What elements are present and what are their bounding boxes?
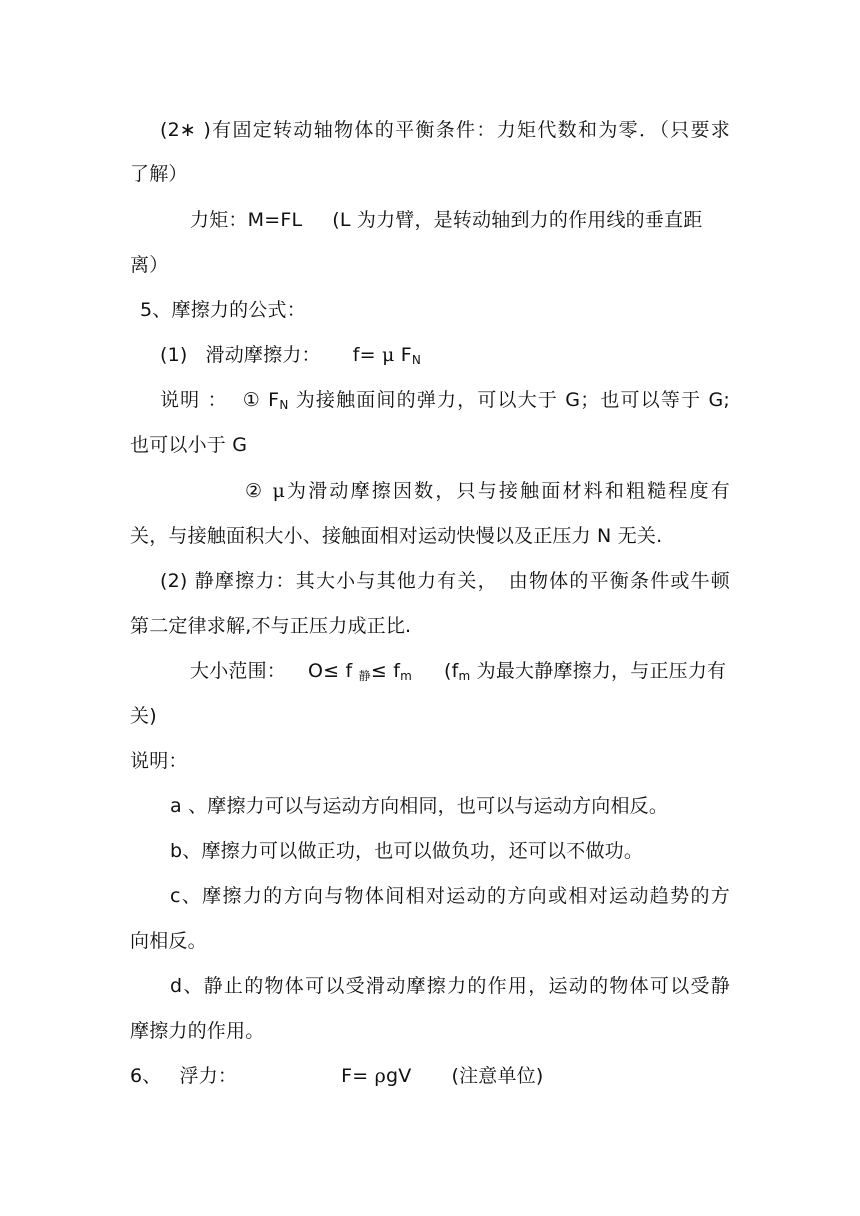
text-range-label: 大小范围： [190,660,287,682]
text-formula-fn: F [394,344,412,366]
list-item-c [170,883,730,909]
text-subscript-n: N [411,353,422,367]
text-subscript-m: m [458,669,471,683]
text-note-d-continued: 摩擦力的作用。 [130,1020,265,1042]
text-less-than-g: 也可以小于 G [130,434,248,456]
text-note-b: b、摩擦力可以做正功，也可以做负功，还可以不做功。 [170,840,644,862]
text-buoyancy-f: F= [341,1065,375,1087]
text-note-item-1: ① F [241,389,280,411]
list-item-b [170,838,770,864]
text-subscript-n: N [279,398,289,412]
paragraph-line-mu-note [245,478,730,504]
text-item-1: (1) [160,344,188,366]
text-note-d: d、静止的物体可以受滑动摩擦力的作用，运动的物体可以受静 [170,975,730,997]
text-mu-symbol: μ [272,480,286,502]
text-mu-independence: 关，与接触面积大小、接触面相对运动快慢以及正压力 N 无关. [130,525,663,547]
paragraph-line-less-than-g [130,432,730,458]
text-mu-symbol: μ [381,344,395,366]
paragraph-line-newton-second-law [130,613,730,639]
text-max-static-friction: 为最大静摩擦力，与正压力有 [470,660,727,682]
text-related: 关) [130,705,157,727]
text-unit-note: (注意单位) [451,1065,544,1087]
paragraph-line-note-fn [160,387,730,418]
paragraph-line-sliding-friction [160,342,760,373]
paragraph-line-torque-formula [190,207,730,233]
list-item-d-continued [130,1018,730,1044]
paragraph-line-understand [130,161,730,187]
paragraph-line-torque-condition [160,117,730,143]
text-formula-f: f= [352,344,382,366]
text-fm-open: (f [444,660,459,682]
text-rho-symbol: ρ [374,1065,386,1087]
text-note-c: c、摩擦力的方向与物体间相对运动的方向或相对运动趋势的方 [170,885,730,907]
text-buoyancy-label: 浮力： [179,1065,238,1087]
text-normal-force-explanation: 为接触面间的弹力，可以大于 G；也可以等于 G; [288,389,731,411]
paragraph-line-related [130,703,730,729]
paragraph-line-static-friction [160,568,730,594]
text-notes-heading: 说明： [130,750,188,772]
text-distance: 离） [130,254,169,276]
text-mu-explanation: 为滑动摩擦因数，只与接触面材料和粗糙程度有 [285,480,730,502]
list-item-a [170,793,770,819]
text-range-lower: O≤ f [308,660,359,682]
text-torque-condition: (2∗ )有固定转动轴物体的平衡条件：力矩代数和为零．（只要求 [160,119,730,141]
text-range-upper: ≤ f [370,660,401,682]
paragraph-line-distance [130,252,730,278]
section-heading-friction [140,297,740,323]
text-static-friction-solution: 由物体的平衡条件或牛顿 [507,570,730,592]
paragraph-line-mu-independence [130,523,730,549]
text-understand: 了解） [130,163,188,185]
text-lever-arm-definition: (L 为力臂，是转动轴到力的作用线的垂直距 [332,209,703,231]
text-torque-formula: 力矩：M=FL [190,209,303,231]
text-note-label: 说明 ： [160,389,228,411]
text-buoyancy-gv: gV [385,1065,412,1087]
list-item-c-continued [130,928,730,954]
text-section-6: 6、 [130,1065,162,1087]
text-note-item-2: ② [245,480,273,502]
text-subscript-m: m [400,669,413,683]
list-item-d [170,973,730,999]
text-static-friction: (2) 静摩擦力：其大小与其他力有关， [160,570,498,592]
paragraph-line-range [190,658,730,689]
text-sliding-friction-label: 滑动摩擦力： [205,344,321,366]
section-heading-buoyancy [130,1063,730,1089]
heading-friction-formula: 5、摩擦力的公式： [140,299,306,321]
paragraph-line-notes-heading [130,748,730,774]
text-newton-second-law: 第二定律求解,不与正压力成正比. [130,615,412,637]
text-note-a: a 、摩擦力可以与运动方向相同，也可以与运动方向相反。 [170,795,669,817]
text-note-c-continued: 向相反。 [130,930,207,952]
text-subscript-static: 静 [358,669,371,683]
